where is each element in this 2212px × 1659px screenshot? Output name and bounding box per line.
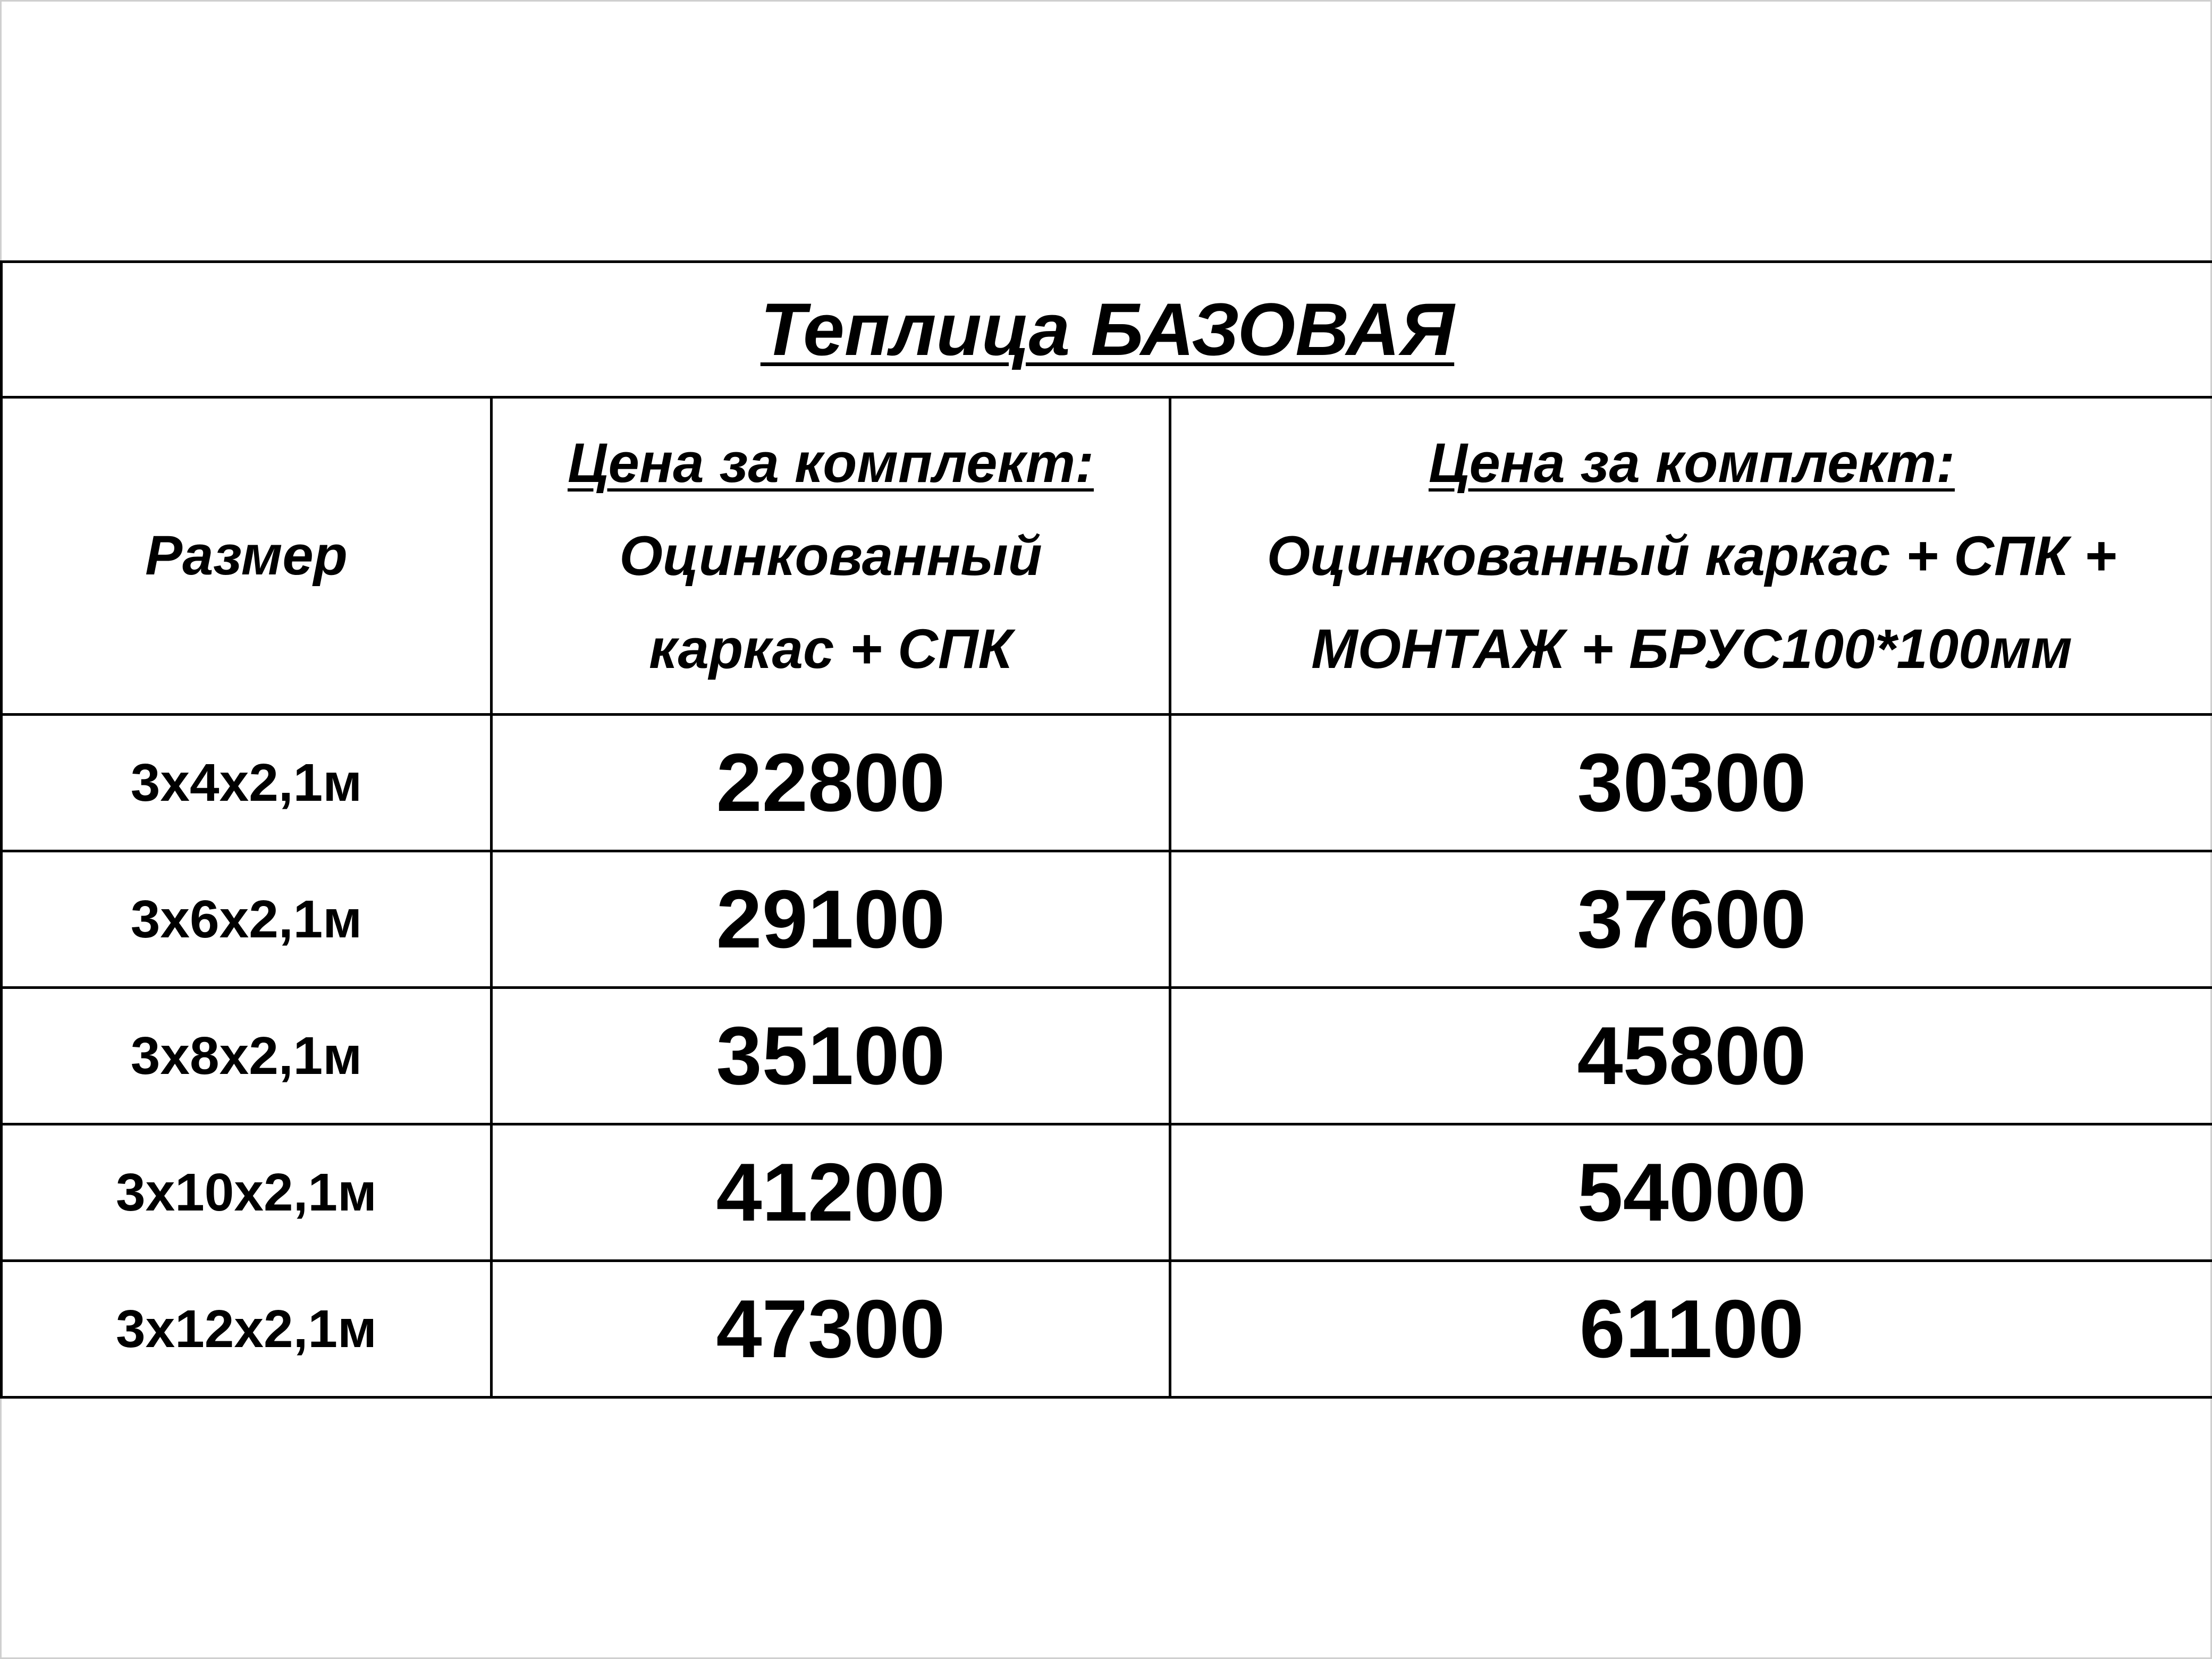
size-cell: 3х6х2,1м	[2, 851, 492, 988]
price1-cell: 35100	[492, 988, 1170, 1124]
price2-cell: 37600	[1170, 851, 2212, 988]
price1-cell: 47300	[492, 1261, 1170, 1398]
price2-cell: 30300	[1170, 715, 2212, 851]
header-price1-desc: Оцинкованный каркас + СПК	[619, 524, 1042, 680]
header-price2-cell	[1170, 397, 2212, 715]
table-title: Теплица БАЗОВАЯ	[760, 287, 1455, 371]
header-row	[2, 397, 2212, 715]
price1-cell: 29100	[492, 851, 1170, 988]
header-price1-cell	[492, 397, 1170, 715]
size-cell: 3х8х2,1м	[2, 988, 492, 1124]
price2-cell: 45800	[1170, 988, 2212, 1124]
header-price1-title: Цена за комплект:	[567, 431, 1094, 494]
header-size-cell	[2, 397, 492, 715]
price-table	[0, 260, 2212, 1399]
price2-cell: 61100	[1170, 1261, 2212, 1398]
price1-cell: 41200	[492, 1124, 1170, 1261]
table-row	[2, 715, 2212, 851]
header-price2-title: Цена за комплект:	[1428, 431, 1955, 494]
size-cell: 3х4х2,1м	[2, 715, 492, 851]
table-row	[2, 851, 2212, 988]
size-cell: 3х10х2,1м	[2, 1124, 492, 1261]
title-cell	[2, 262, 2212, 397]
size-cell: 3х12х2,1м	[2, 1261, 492, 1398]
table-row	[2, 1261, 2212, 1398]
header-price2-desc: Оцинкованный каркас + СПК + МОНТАЖ + БРУС100*100мм	[1267, 524, 2117, 680]
price1-cell: 22800	[492, 715, 1170, 851]
price2-cell: 54000	[1170, 1124, 2212, 1261]
header-size: Размер	[145, 524, 348, 587]
table-row	[2, 988, 2212, 1124]
table-row	[2, 1124, 2212, 1261]
